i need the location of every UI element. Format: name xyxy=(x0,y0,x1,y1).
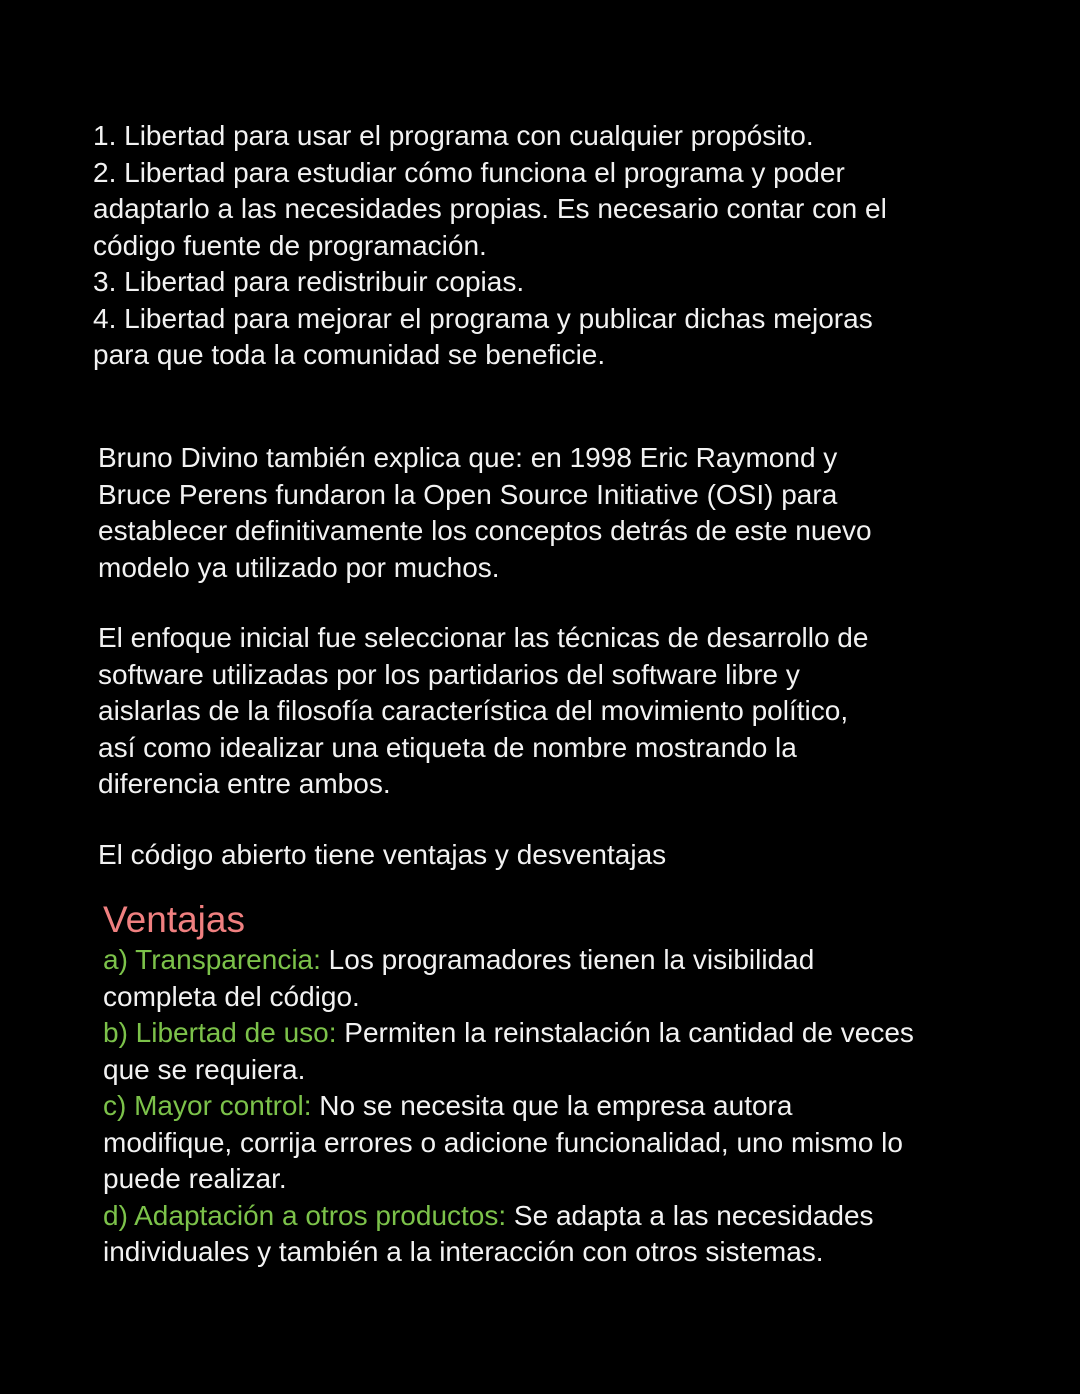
paragraph-line: Bruno Divino también explica que: en 1998 Eric Raymond y xyxy=(98,442,838,473)
advantage-item xyxy=(103,1015,1063,1088)
advantage-text: Los programadores tienen la visibilidad xyxy=(320,944,815,975)
paragraph-line: software utilizadas por los partidarios del software libre y xyxy=(98,658,800,690)
advantage-label: b) Libertad de uso: xyxy=(103,1017,337,1048)
paragraph-line: modelo ya utilizado por muchos. xyxy=(98,551,500,583)
freedom-line: 2. Libertad para estudiar cómo funciona el programa y poder xyxy=(93,156,845,188)
paragraph-line: aislarlas de la filosofía característica del movimiento político, xyxy=(98,695,849,726)
approach-paragraph xyxy=(98,620,1038,803)
freedom-line: 4. Libertad para mejorar el programa y publicar dichas mejoras xyxy=(93,302,873,334)
paragraph-line: Bruce Perens fundaron la Open Source Initiative (OSI) para xyxy=(98,478,838,510)
intro-sentence xyxy=(98,837,1038,874)
advantage-label: a) Transparencia: xyxy=(103,944,321,975)
advantage-item xyxy=(103,942,1063,1015)
ventajas-section xyxy=(103,898,1063,1271)
advantage-text: individuales y también a la interacción con otros sistemas. xyxy=(103,1236,824,1267)
advantage-text: Se adapta a las necesidades xyxy=(506,1199,874,1231)
paragraph-line: así como idealizar una etiqueta de nombre mostrando la xyxy=(98,731,797,763)
paragraph-line: El enfoque inicial fue seleccionar las técnicas de desarrollo de xyxy=(98,622,869,653)
advantage-label: d) Adaptación a otros productos: xyxy=(103,1199,507,1231)
freedom-line: adaptarlo a las necesidades propias. Es necesario contar con el xyxy=(93,193,887,224)
freedom-line: para que toda la comunidad se beneficie. xyxy=(93,339,606,370)
advantage-text: modifique, corrija errores o adicione funcionalidad, uno mismo lo xyxy=(103,1126,903,1158)
freedom-line: código fuente de programación. xyxy=(93,229,487,261)
freedom-line: 3. Libertad para redistribuir copias. xyxy=(93,266,525,297)
advantage-text: Permiten la reinstalación la cantidad de veces xyxy=(336,1017,914,1048)
advantage-text: puede realizar. xyxy=(103,1163,287,1194)
freedoms-list xyxy=(93,118,1053,374)
ventajas-heading: Ventajas xyxy=(103,899,245,940)
freedom-line: 1. Libertad para usar el programa con cualquier propósito. xyxy=(93,120,814,151)
advantage-item xyxy=(103,1088,1063,1198)
osi-paragraph xyxy=(98,440,1038,586)
paragraph-line: establecer definitivamente los conceptos detrás de este nuevo xyxy=(98,515,872,546)
advantage-text: No se necesita que la empresa autora xyxy=(311,1090,793,1121)
advantage-text: que se requiera. xyxy=(103,1053,306,1085)
advantage-item xyxy=(103,1198,1063,1271)
paragraph-line: El código abierto tiene ventajas y desventajas xyxy=(98,839,667,870)
advantage-text: completa del código. xyxy=(103,980,360,1012)
advantage-label: c) Mayor control: xyxy=(103,1090,312,1121)
paragraph-line: diferencia entre ambos. xyxy=(98,768,391,799)
